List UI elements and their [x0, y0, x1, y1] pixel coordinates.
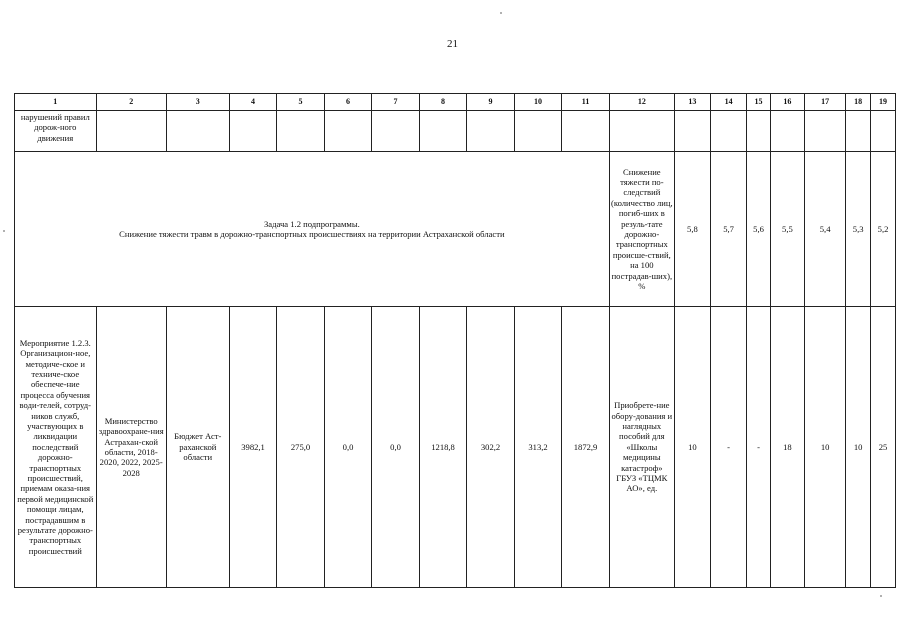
header-cell: 9 [467, 94, 515, 111]
amount-cell: 1218,8 [419, 307, 467, 588]
value-cell: 5,2 [871, 152, 896, 307]
funding-source-cell: Бюджет Аст-раханской области [166, 307, 229, 588]
header-cell: 13 [674, 94, 710, 111]
task-indicator-cell: Снижение тяжести по-следствий (количество лиц, погиб-ших в резуль-тате дорожно-транспортных происше-ствий, на 100 пострадав-ших), % [609, 152, 674, 307]
header-cell: 12 [609, 94, 674, 111]
value-cell: 5,4 [804, 152, 845, 307]
scan-speck [500, 12, 502, 14]
empty-cell [770, 111, 804, 152]
header-cell: 15 [747, 94, 771, 111]
amount-cell: 275,0 [277, 307, 325, 588]
empty-cell [609, 111, 674, 152]
header-cell: 6 [324, 94, 372, 111]
header-cell: 1 [15, 94, 97, 111]
header-cell: 10 [514, 94, 562, 111]
measure-row [15, 307, 896, 588]
value-cell: 10 [804, 307, 845, 588]
amount-cell: 313,2 [514, 307, 562, 588]
task-subtitle: Снижение тяжести травм в дорожно-транспортных происшествиях на территории Астраханской области [119, 229, 505, 239]
empty-cell [166, 111, 229, 152]
header-cell: 8 [419, 94, 467, 111]
empty-cell [419, 111, 467, 152]
value-cell: 5,6 [747, 152, 771, 307]
empty-cell [96, 111, 166, 152]
empty-cell [467, 111, 515, 152]
amount-cell: 1872,9 [562, 307, 610, 588]
value-cell: 10 [846, 307, 871, 588]
empty-cell [674, 111, 710, 152]
empty-cell [372, 111, 420, 152]
task-title-cell [15, 152, 610, 307]
value-cell: - [747, 307, 771, 588]
empty-cell [871, 111, 896, 152]
header-cell: 3 [166, 94, 229, 111]
header-cell: 4 [229, 94, 277, 111]
header-row [15, 94, 896, 111]
page-number: 21 [447, 38, 458, 50]
task-title: Задача 1.2 подпрограммы. [264, 218, 360, 229]
header-cell: 5 [277, 94, 325, 111]
header-cell: 19 [871, 94, 896, 111]
executor-cell: Министерство здравоохране-ния Астрахан-ской области, 2018-2020, 2022, 2025-2028 [96, 307, 166, 588]
scan-speck [880, 595, 882, 597]
value-cell: 25 [871, 307, 896, 588]
value-cell: 10 [674, 307, 710, 588]
empty-cell [747, 111, 771, 152]
amount-cell: 0,0 [324, 307, 372, 588]
value-cell: 5,8 [674, 152, 710, 307]
amount-cell: 0,0 [372, 307, 420, 588]
amount-cell: 3982,1 [229, 307, 277, 588]
header-cell: 11 [562, 94, 610, 111]
value-cell: 5,3 [846, 152, 871, 307]
empty-cell [277, 111, 325, 152]
empty-cell [804, 111, 845, 152]
table-row [15, 111, 896, 152]
scan-speck [3, 230, 5, 232]
amount-cell: 302,2 [467, 307, 515, 588]
program-table [14, 93, 896, 588]
header-cell: 2 [96, 94, 166, 111]
empty-cell [711, 111, 747, 152]
header-cell: 18 [846, 94, 871, 111]
header-cell: 16 [770, 94, 804, 111]
value-cell: - [711, 307, 747, 588]
value-cell: 5,5 [770, 152, 804, 307]
empty-cell [514, 111, 562, 152]
measure-name-cell: Мероприятие 1.2.3. Организацион-ное, методиче-ское и техниче-ское обеспече-ние процесса обучения води-телей, сотруд-ников служб, участвующих в ликвидации последствий дорожно-транспортных происшествий, приемам оказа-ния первой медицинской помощи лицам, пострадавшим в результате дорожно-транспортных происшествий [15, 307, 97, 588]
value-cell: 18 [770, 307, 804, 588]
header-cell: 17 [804, 94, 845, 111]
measure-indicator-cell: Приобрете-ние обору-дования и наглядных пособий для «Школы медицины катастроф» ГБУЗ «ТЦМК АО», ед. [609, 307, 674, 588]
value-cell: 5,7 [711, 152, 747, 307]
continued-text-cell: нарушений правил дорож-ного движения [15, 111, 97, 152]
task-row [15, 152, 896, 307]
header-cell: 14 [711, 94, 747, 111]
empty-cell [846, 111, 871, 152]
empty-cell [229, 111, 277, 152]
empty-cell [562, 111, 610, 152]
header-cell: 7 [372, 94, 420, 111]
empty-cell [324, 111, 372, 152]
